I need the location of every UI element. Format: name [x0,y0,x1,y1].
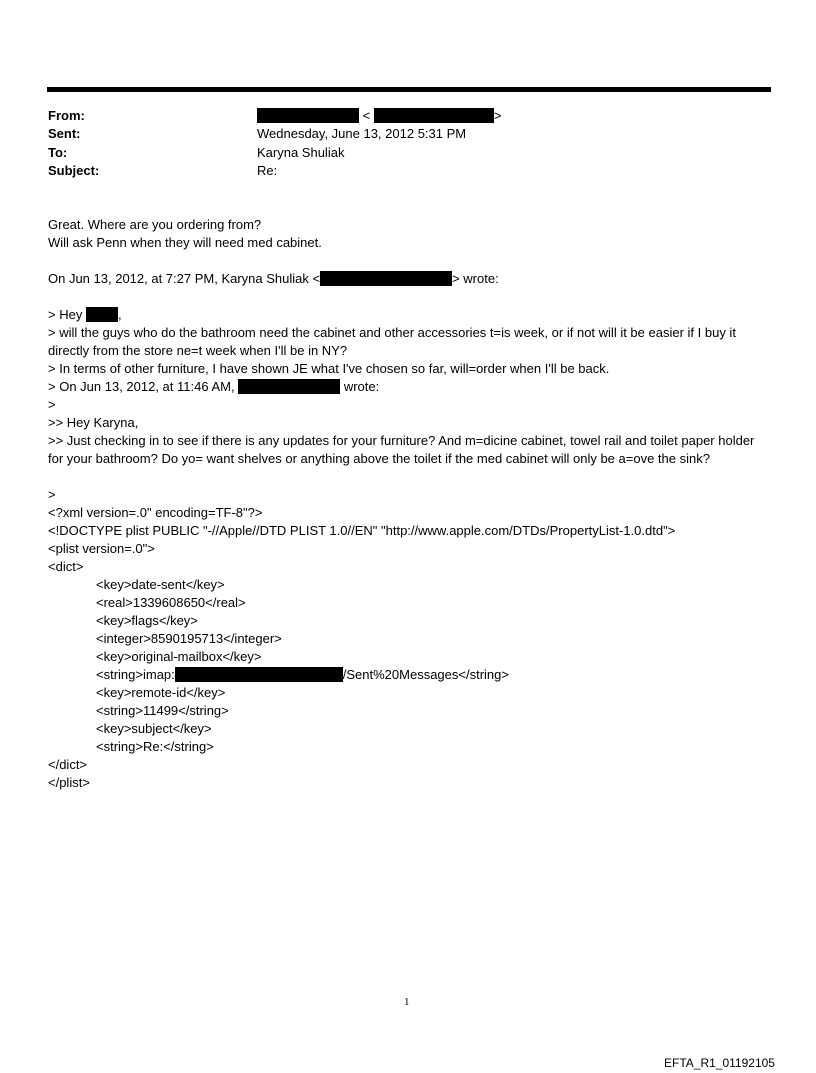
quote-line: > [48,397,56,412]
subject-value: Re: [257,163,278,178]
quote-line: > will the guys who do the bathroom need the cabinet and other accessories t=is week, or if not will it be easier if I buy it directly from the store ne=t week when I'll be in NY? [48,325,736,358]
quote-line: > Hey , [48,307,122,322]
quote-line: > [48,487,56,502]
plist-line: <key>flags</key> [96,613,198,628]
quote-line: >> Hey Karyna, [48,415,139,430]
plist-line: <string>imap: /Sent%20Messages</string> [96,667,509,682]
plist-line: <key>original-mailbox</key> [96,649,262,664]
plist-line: </plist> [48,775,90,790]
plist-line: <string>Re:</string> [96,739,214,754]
plist-line: <key>date-sent</key> [96,577,225,592]
plist-line: <!DOCTYPE plist PUBLIC "-//Apple//DTD PLIST 1.0//EN" "http://www.apple.com/DTDs/PropertyList-1.0.dtd"> [48,523,676,538]
plist-line: <dict> [48,559,84,574]
from-value: < > [257,107,501,125]
redaction-block [175,667,343,682]
quote-intro: On Jun 13, 2012, at 7:27 PM, Karyna Shuliak < > wrote: [48,271,499,286]
plist-line: </dict> [48,757,88,772]
redaction-block [238,379,340,394]
redaction-block [374,108,494,123]
subject-label: Subject: [48,163,100,178]
from-label: From: [48,108,85,123]
redaction-block [86,307,118,322]
document-id: EFTA_R1_01192105 [664,1056,775,1070]
body-line: Great. Where are you ordering from? [48,217,262,232]
page-number: 1 [404,996,410,1008]
plist-line: <?xml version=.0" encoding=TF-8"?> [48,505,263,520]
plist-line: <key>subject</key> [96,721,212,736]
quote-line: >> Just checking in to see if there is any updates for your furniture? And m=dicine cabinet, towel rail and toilet paper holder for your bathroom? Do yo= want shelves or anything above the toilet if the med cabinet will only be a=ove the sink? [48,433,755,466]
body-line: Will ask Penn when they will need med cabinet. [48,235,322,250]
plist-line: <integer>8590195713</integer> [96,631,282,646]
redaction-block [257,108,359,123]
plist-line: <real>1339608650</real> [96,595,246,610]
sent-label: Sent: [48,126,81,141]
plist-line: <string>11499</string> [96,703,229,718]
to-value: Karyna Shuliak [257,145,345,160]
plist-line: <key>remote-id</key> [96,685,226,700]
sent-value: Wednesday, June 13, 2012 5:31 PM [257,126,467,141]
to-label: To: [48,145,68,160]
quote-line: > On Jun 13, 2012, at 11:46 AM, wrote: [48,379,380,394]
redaction-block [320,271,452,286]
quote-line: > In terms of other furniture, I have shown JE what I've chosen so far, will=order when I'll be back. [48,361,610,376]
header-rule [47,87,771,92]
plist-line: <plist version=.0"> [48,541,155,556]
